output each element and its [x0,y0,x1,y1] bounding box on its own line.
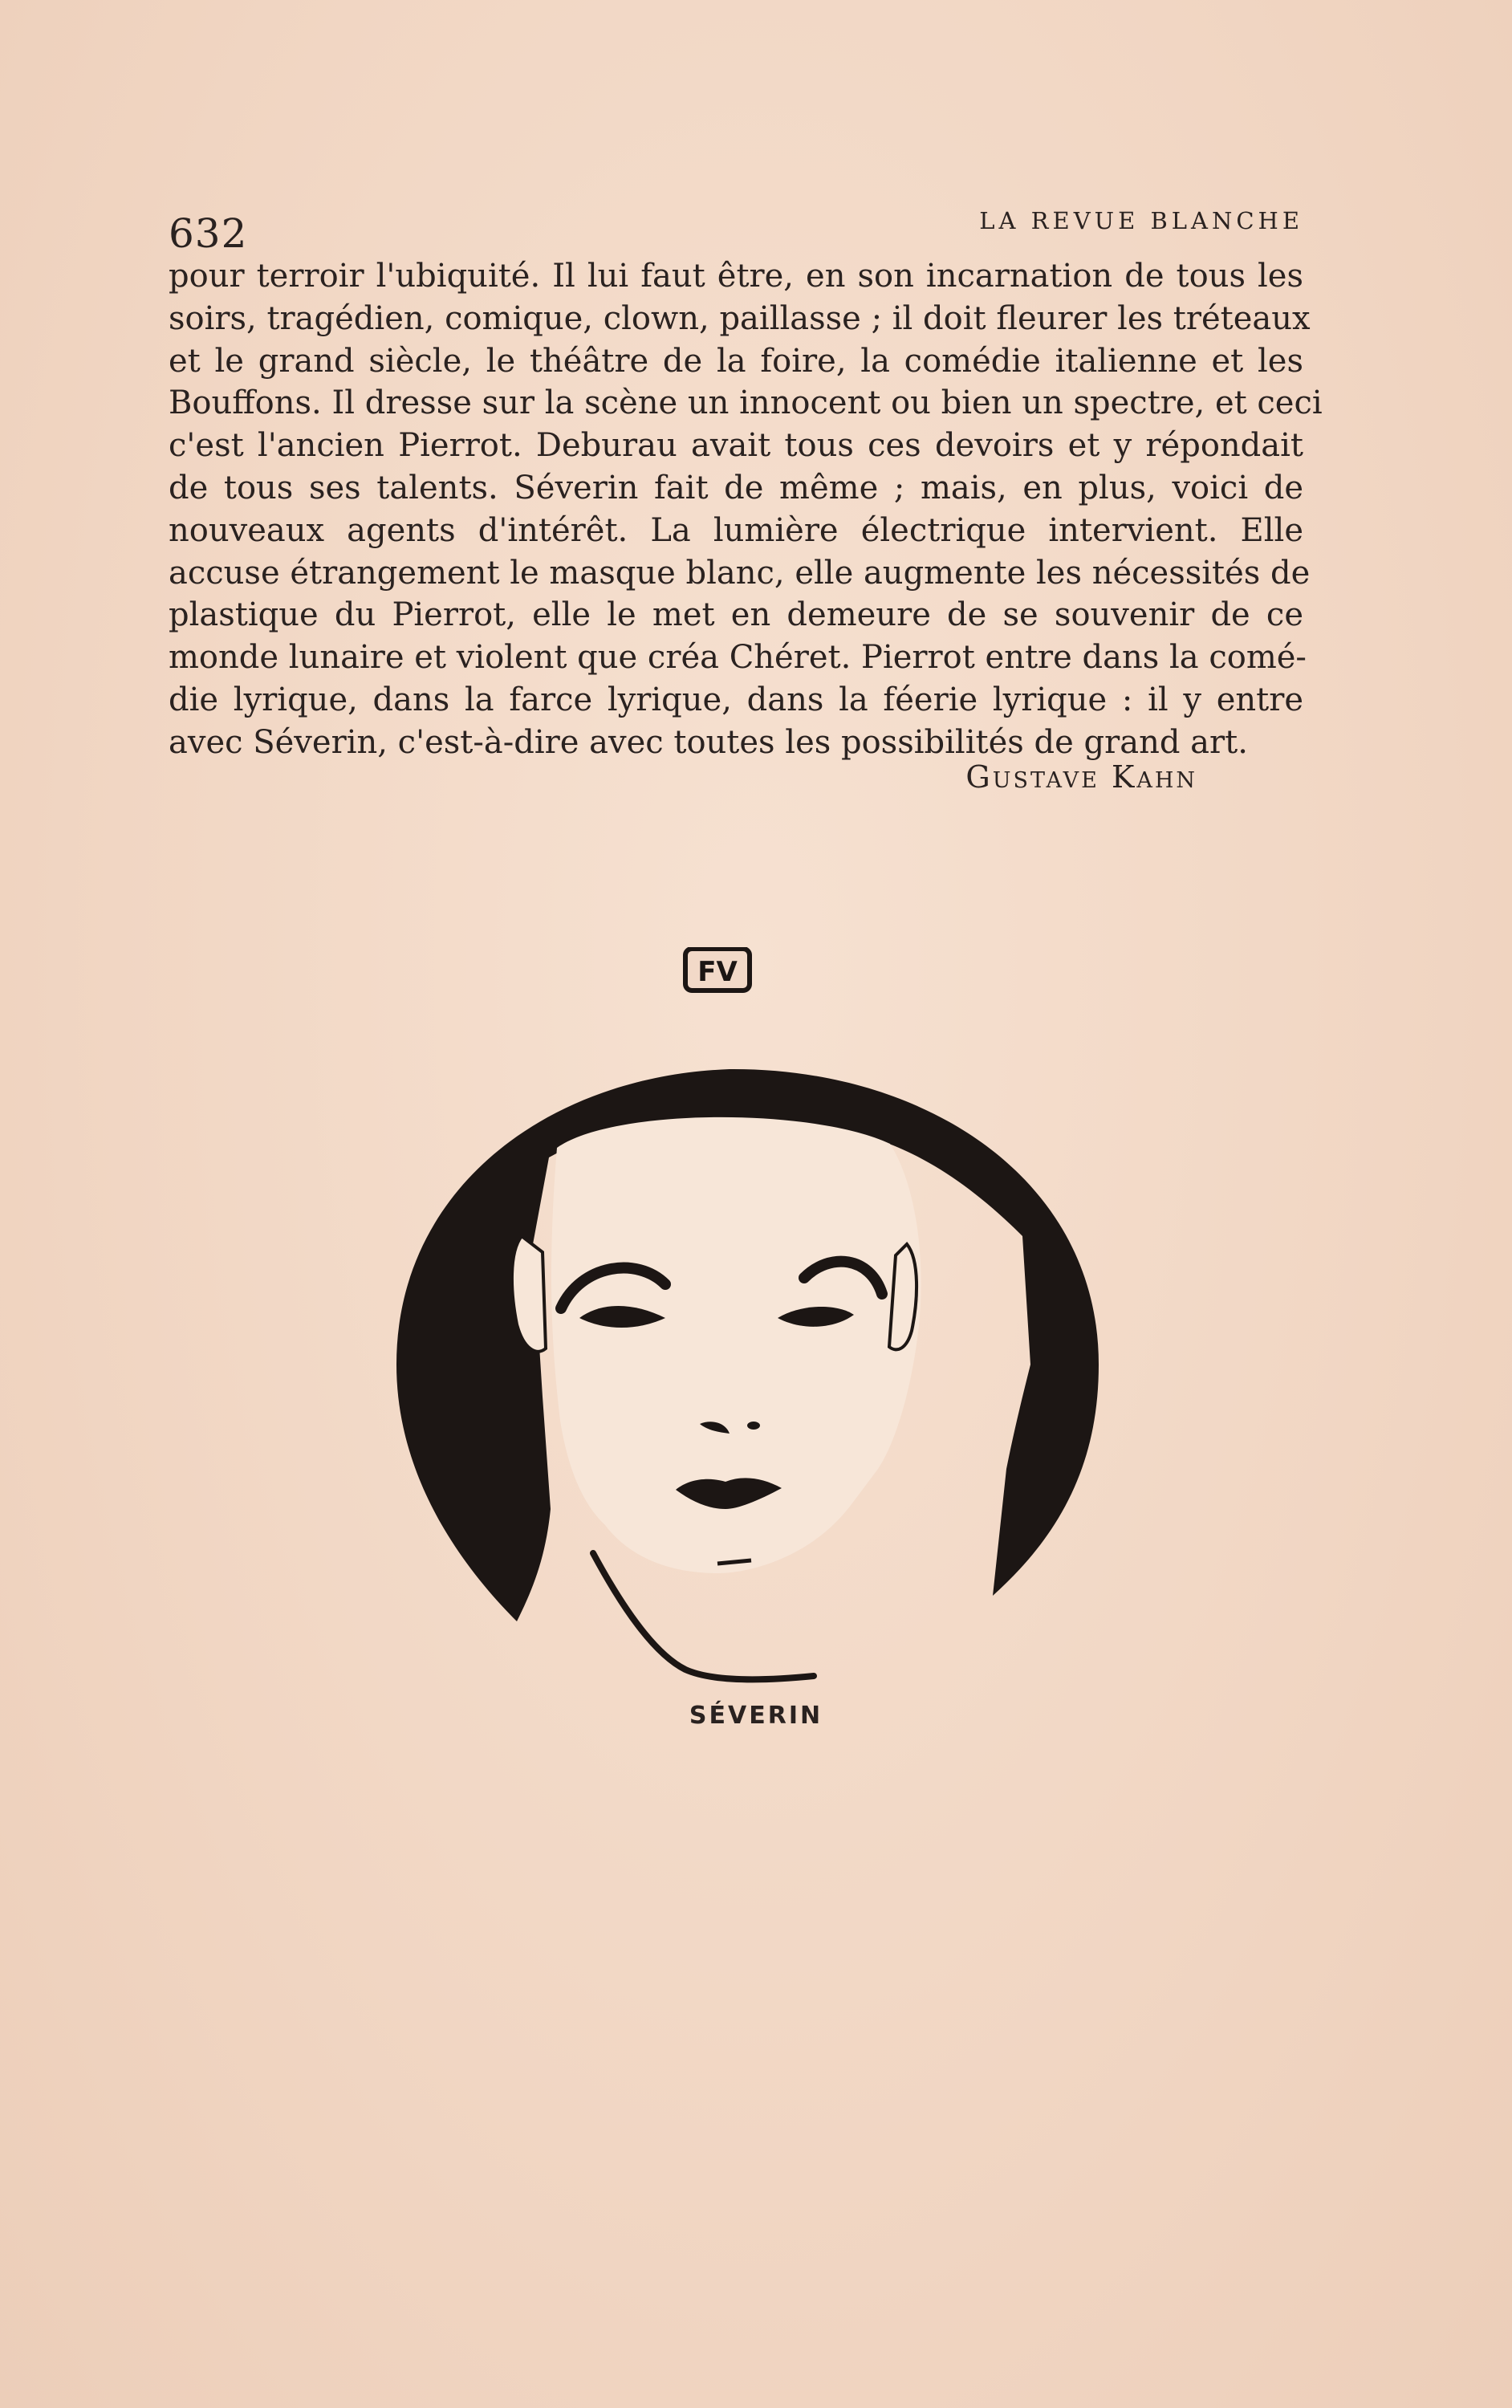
text-line: plastique du Pierrot, elle le met en demeure de se souvenir de ce [169,596,1303,634]
text-line: pour terroir l'ubiquité. Il lui faut être, en son incarnation de tous les [169,258,1303,295]
text-line: die lyrique, dans la farce lyrique, dans la féerie lyrique : il y entre [169,681,1303,718]
article-body [169,255,1323,764]
text-line: c'est l'ancien Pierrot. Deburau avait tous ces devoirs et y répondait [169,427,1303,465]
text-line: de tous ses talents. Séverin fait de même ; mais, en plus, voici de [169,469,1303,506]
running-head: LA REVUE BLANCHE [979,207,1303,234]
monogram-text: FV [697,956,738,988]
text-line: Bouffons. Il dresse sur la scène un innocent ou bien un spectre, et ceci [169,384,1323,422]
text-line: et le grand siècle, le théâtre de la foire, la comédie italienne et les [169,342,1303,380]
author-signature: Gustave Kahn [965,759,1197,795]
text-line: avec Séverin, c'est-à-dire avec toutes les possibilités de grand art. [169,723,1248,761]
text-line: monde lunaire et violent que créa Chéret. Pierrot entre dans la comé- [169,639,1307,677]
text-line: soirs, tragédien, comique, clown, paillasse ; il doit fleurer les tréteaux [169,299,1311,337]
text-line: nouveaux agents d'intérêt. La lumière électrique intervient. Elle [169,511,1303,549]
nostril-right [747,1422,760,1430]
illustration-caption: SÉVERIN [689,1702,823,1730]
pierrot-woodcut [364,947,1135,1702]
text-line: accuse étrangement le masque blanc, elle augmente les nécessités de [169,554,1311,592]
page-number: 632 [169,210,248,257]
